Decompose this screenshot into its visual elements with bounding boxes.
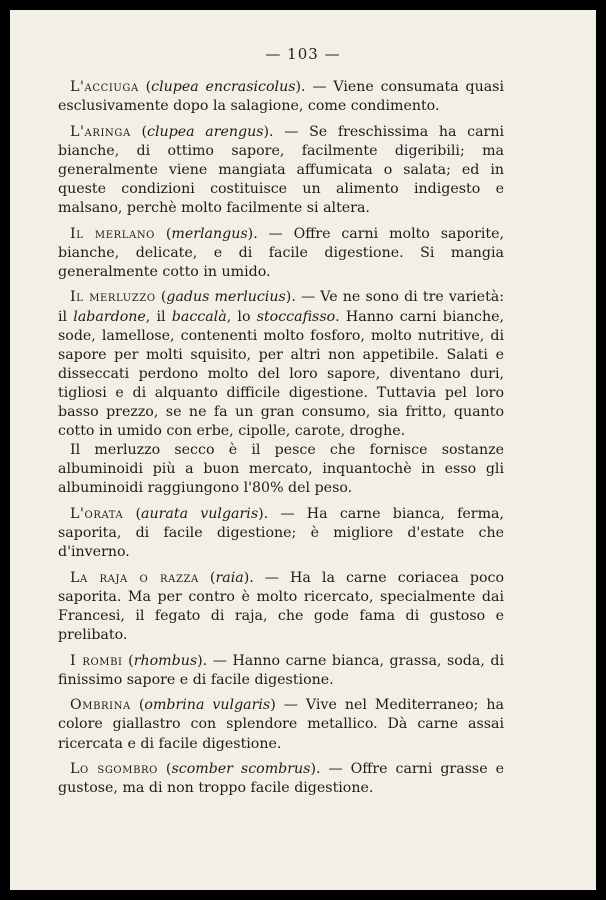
entry-text: ). — Viene consumata quasi esclusivamente dopo la salagione, come condimento. (58, 79, 504, 115)
book-page (10, 10, 596, 890)
entry-name: L'acciuga (70, 79, 139, 95)
entry-text: ). — Hanno carne bianca, grassa, soda, di finissimo sapore e di facile digestione. (58, 652, 504, 688)
latin-name: rhombus (133, 652, 198, 669)
entry-name: La raja o razza (70, 569, 199, 586)
entry-name: Il merlano (70, 225, 155, 242)
entry-text: . Hanno carni bianche, sode, lamellose, contenenti molto fosforo, molto nutritive, di sapore per molti squisito, per altri non appetibile. Salati e disseccati perdono molto del loro sapore, diventano duri, tigliosi e di alquanto difficile digestione. Tuttavia pel loro basso prezzo, se ne fa un gran consumo, sia fritto, quanto cotto in umido con erbe, cipolle, carote, droghe. (58, 308, 505, 440)
entry-aringa (58, 123, 504, 218)
latin-name: clupea encrasicolus (151, 79, 296, 95)
entry-paragraph: Il merlano (merlangus). — Offre carni molto saporite, bianche, delicate, e di facile digestione. Si mangia generalmente cotto in umido. (58, 225, 504, 280)
entry-paragraph: La raja o razza (raia). — Ha la carne coriacea poco saporita. Ma per contro è molto ricercato, specialmente dai Francesi, il fegato di raja, che gode fama di gustoso e prelibato. (58, 569, 504, 644)
entry-text: ). — Ha carne bianca, ferma, saporita, di facile digestione; è migliore d'estate che d'inverno. (58, 505, 505, 561)
entry-name: Il merluzzo (70, 289, 156, 306)
entry-name: Ombrina (70, 697, 131, 714)
variety-name: baccalà (171, 308, 227, 325)
entry-ombrina (58, 696, 504, 753)
entry-paragraph: L'acciuga (clupea encrasicolus). — Viene consumata quasi esclusivamente dopo la salagione, come condimento. (58, 79, 504, 115)
entry-orata (58, 505, 504, 562)
entry-name: L'aringa (70, 123, 131, 140)
entry-text: ) — Vive nel Mediterraneo; ha colore giallastro con splendore metallico. Dà carne assai ricercata e di facile digestione. (58, 697, 504, 752)
entry-text: ). — Se freschissima ha carni bianche, di ottimo sapore, facilmente digeribili; ma generalmente viene mangiata affumicata o salata; ed in queste condizioni costituisce un alimento indigesto e malsano, perchè molto facilmente si altera. (58, 123, 505, 217)
latin-name: ombrina vulgaris (144, 697, 271, 714)
entry-text: ). — Ha la carne coriacea poco saporita. Ma per contro è molto ricercato, specialmente dai Francesi, il fegato di raja, che gode fama di gustoso e prelibato. (58, 569, 504, 644)
latin-name: scomber scombrus (171, 761, 311, 778)
latin-name: merlangus (171, 225, 248, 242)
entry-merluzzo (58, 288, 504, 498)
entry-text: , lo (226, 308, 257, 325)
page-body (58, 78, 504, 805)
entry-paragraph: Lo sgombro (scomber scombrus). — Offre carni grasse e gustose, ma di non troppo facile digestione. (58, 761, 504, 797)
latin-name: aurata vulgaris (141, 505, 259, 522)
entry-paragraph: L'orata (aurata vulgaris). — Ha carne bianca, ferma, saporita, di facile digestione; è migliore d'estate che d'inverno. (58, 505, 505, 561)
entry-merlano (58, 225, 504, 282)
entry-name: Lo sgombro (70, 761, 158, 778)
entry-text: ). — Offre carni grasse e gustose, ma di non troppo facile digestione. (58, 761, 504, 797)
entry-acciuga (58, 78, 504, 116)
variety-name: stoccafisso (256, 308, 336, 325)
entry-paragraph: Il merluzzo secco è il pesce che fornisce sostanze albuminoidi più a buon mercato, inquantochè in esso gli albuminoidi raggiungono l'80% del peso. (58, 442, 504, 497)
entry-paragraph: Il merluzzo (gadus merlucius). — Ve ne sono di tre varietà: il labardone, il baccalà, lo stoccafisso. Hanno carni bianche, sode, lamellose, contenenti molto fosforo, molto nutritive, di sapore per molti squisito, per altri non appetibile. Salati e disseccati perdono molto del loro sapore, diventano duri, tigliosi e di alquanto difficile digestione. Tuttavia pel loro basso prezzo, se ne fa un gran consumo, sia fritto, quanto cotto in umido con erbe, cipolle, carote, droghe. (58, 289, 505, 440)
entry-text: ). — Offre carni molto saporite, bianche, delicate, e di facile digestione. Si mangia generalmente cotto in umido. (58, 225, 504, 280)
variety-name: labardone (73, 308, 146, 325)
entry-paragraph: I rombi (rhombus). — Hanno carne bianca, grassa, soda, di finissimo sapore e di facile digestione. (58, 652, 504, 688)
entry-name: I rombi (70, 652, 123, 669)
entry-name: L'orata (70, 505, 124, 522)
entry-raja (58, 569, 504, 645)
entry-text: ). — Ve ne sono di tre varietà: il (58, 289, 505, 325)
page-number: — 103 — (265, 45, 341, 63)
latin-name: clupea arengus (147, 123, 264, 140)
entry-paragraph: Ombrina (ombrina vulgaris) — Vive nel Mediterraneo; ha colore giallastro con splendore metallico. Dà carne assai ricercata e di facile digestione. (58, 697, 504, 752)
latin-name: raia (215, 569, 244, 586)
entry-sgombro (58, 760, 504, 798)
entry-paragraph: L'aringa (clupea arengus). — Se freschissima ha carni bianche, di ottimo sapore, facilmente digeribili; ma generalmente viene mangiata affumicata o salata; ed in queste condizioni costituisce un alimento indigesto e malsano, perchè molto facilmente si altera. (58, 123, 505, 217)
entry-rombi (58, 652, 504, 690)
entry-text: , il (145, 308, 172, 325)
latin-name: gadus merlucius (166, 289, 286, 306)
